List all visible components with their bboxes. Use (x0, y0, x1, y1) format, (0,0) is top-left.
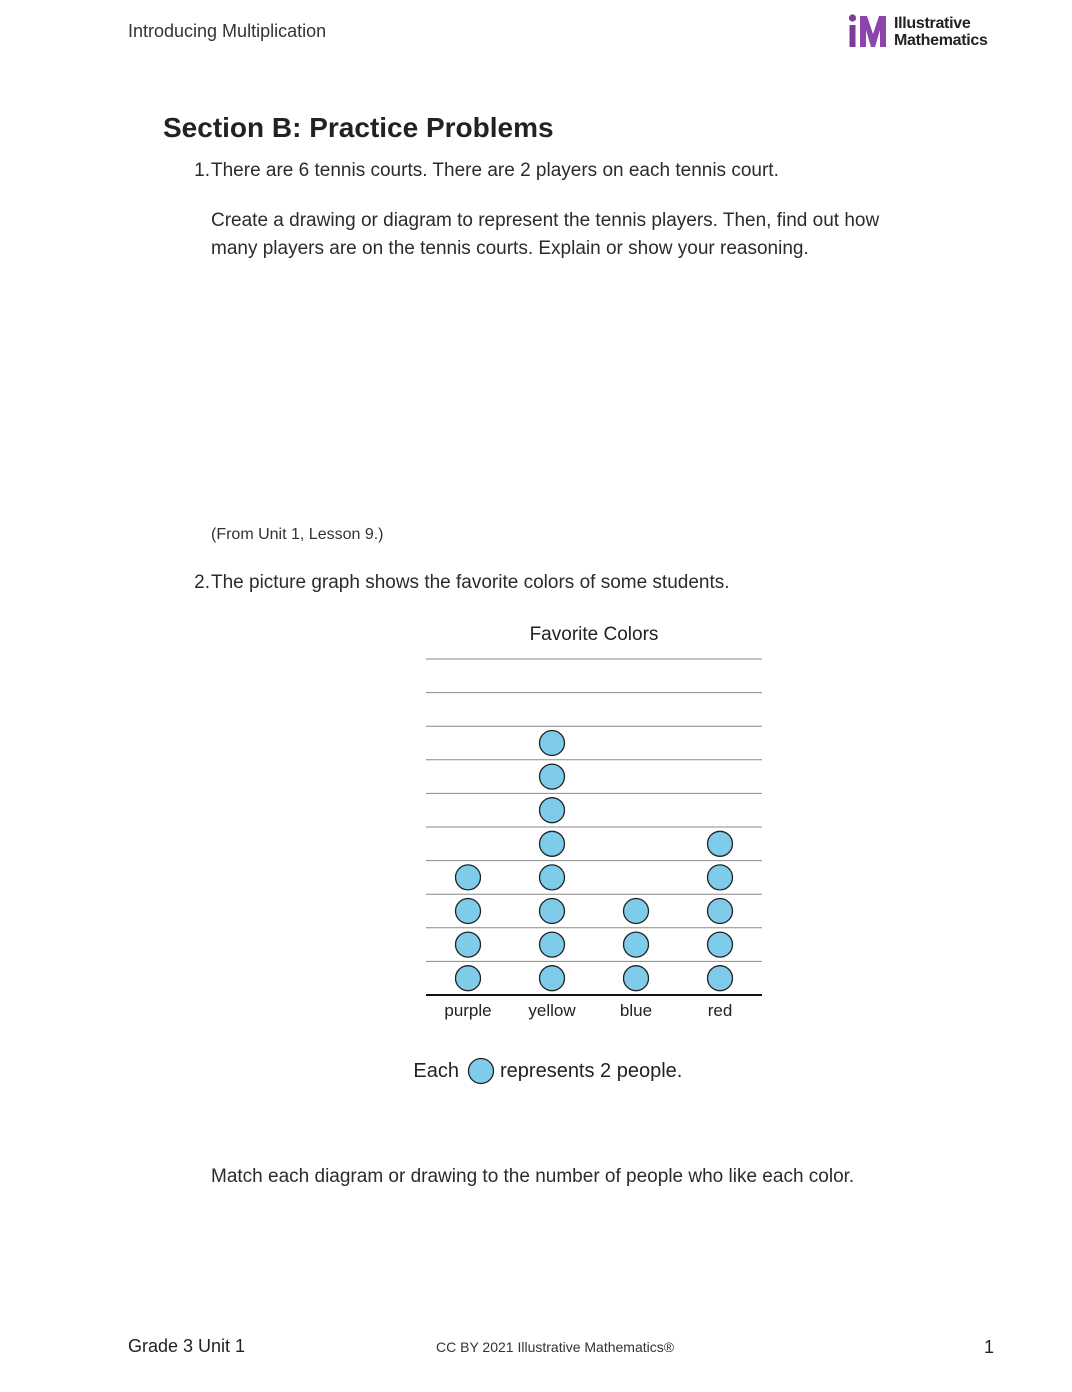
chart-key (413, 1059, 682, 1084)
favorite-colors-picture-graph (400, 615, 800, 1095)
logo-text (894, 15, 988, 49)
symbol-yellow (540, 966, 565, 991)
category-label-purple: purple (444, 1001, 492, 1020)
symbol-red (708, 831, 733, 856)
problem-1-source: (From Unit 1, Lesson 9.) (211, 526, 384, 543)
symbol-yellow (540, 764, 565, 789)
symbol-purple (456, 966, 481, 991)
problem-1-number: 1. (194, 160, 210, 181)
category-label-yellow: yellow (528, 1001, 576, 1020)
symbol-blue (624, 932, 649, 957)
footer-unit: Grade 3 Unit 1 (128, 1336, 246, 1356)
chart-category-labels (444, 1001, 732, 1020)
problem-2-text: The picture graph shows the favorite colors of some students. (211, 572, 730, 593)
problem-1-prompt (211, 207, 971, 263)
symbol-purple (456, 865, 481, 890)
logo-line-2: Mathematics (894, 32, 988, 49)
symbol-blue (624, 966, 649, 991)
problem-2-prompt: Match each diagram or drawing to the number of people who like each color. (211, 1166, 855, 1187)
problem-1-prompt-line-2: many players are on the tennis courts. Explain or show your reasoning. (211, 238, 809, 259)
problem-2-number: 2. (194, 572, 210, 593)
symbol-red (708, 865, 733, 890)
problem-1-prompt-line-1: Create a drawing or diagram to represent the tennis players. Then, find out how (211, 210, 880, 231)
category-label-red: red (707, 1001, 733, 1020)
footer-copyright: CC BY 2021 Illustrative Mathematics® (436, 1339, 675, 1355)
symbol-red (708, 899, 733, 924)
symbol-yellow (540, 932, 565, 957)
chart-title: Favorite Colors (529, 624, 659, 645)
symbol-purple (456, 932, 481, 957)
problem-1-text: There are 6 tennis courts. There are 2 players on each tennis court. (211, 160, 779, 181)
key-prefix: Each (413, 1060, 459, 1082)
symbol-blue (624, 899, 649, 924)
key-circle-symbol (469, 1059, 494, 1084)
symbol-red (708, 932, 733, 957)
category-label-blue: blue (619, 1001, 653, 1020)
symbol-yellow (540, 798, 565, 823)
illustrative-mathematics-logo (848, 14, 1008, 52)
header-title: Introducing Multiplication (128, 21, 327, 41)
symbol-yellow (540, 731, 565, 756)
symbol-purple (456, 899, 481, 924)
symbol-yellow (540, 831, 565, 856)
logo-line-1: Illustrative (894, 15, 971, 32)
key-suffix: represents 2 people. (500, 1060, 683, 1082)
im-logo-mark (848, 14, 890, 50)
page-number: 1 (984, 1337, 995, 1357)
symbol-yellow (540, 899, 565, 924)
symbol-red (708, 966, 733, 991)
symbol-yellow (540, 865, 565, 890)
section-title: Section B: Practice Problems (163, 112, 554, 143)
